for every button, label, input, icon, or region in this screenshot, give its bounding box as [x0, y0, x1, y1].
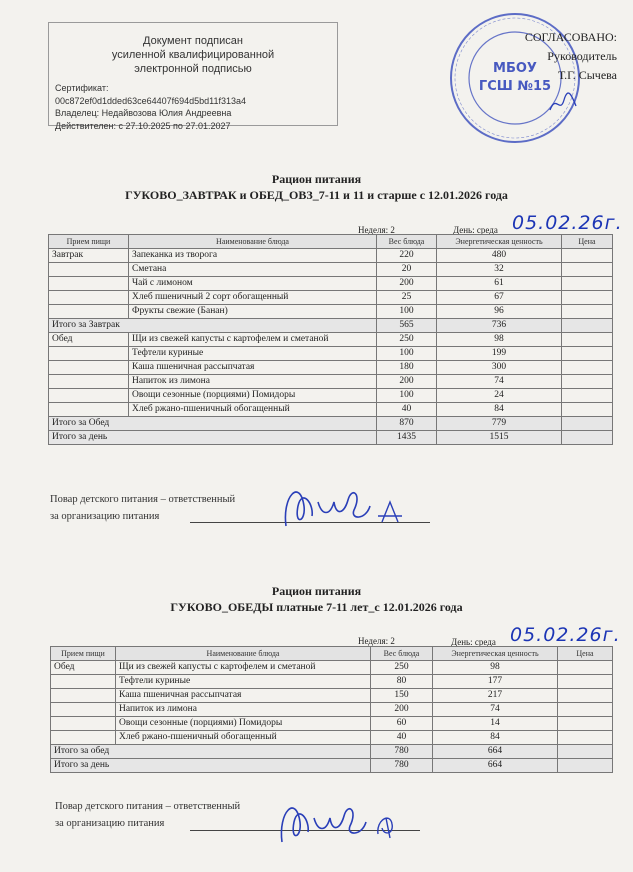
menu2-day: День: среда: [451, 637, 496, 647]
weight-cell: 60: [371, 717, 433, 731]
price-cell: [562, 431, 613, 445]
meal-cell: [51, 675, 116, 689]
energy-cell: 74: [433, 703, 558, 717]
certificate-owner: Владелец: Недайвозова Юлия Андреевна: [55, 108, 232, 118]
total-label: Итого за Завтрак: [49, 319, 377, 333]
menu2-cook-signature: [272, 790, 412, 850]
menu2-header-cell: Цена: [558, 647, 613, 661]
menu1-footer-line-2: за организацию питания: [50, 511, 160, 522]
dish-cell: Запеканка из творога: [129, 249, 377, 263]
energy-cell: 300: [437, 361, 562, 375]
menu2-dish-row: [51, 731, 613, 745]
menu1-total-row: [49, 431, 613, 445]
meal-cell: [51, 717, 116, 731]
dish-cell: Каша пшеничная рассыпчатая: [116, 689, 371, 703]
weight-cell: 100: [377, 347, 437, 361]
meal-cell: [49, 361, 129, 375]
menu2-handwritten-date: 05.02.26г.: [510, 624, 621, 646]
menu1-header-cell: Цена: [562, 235, 613, 249]
menu2-header-cell: Вес блюда: [371, 647, 433, 661]
menu1-header-row: [49, 235, 613, 249]
menu1-dish-row: [49, 249, 613, 263]
dish-cell: Каша пшеничная рассыпчатая: [129, 361, 377, 375]
menu1-dish-row: [49, 375, 613, 389]
price-cell: [562, 361, 613, 375]
total-weight: 870: [377, 417, 437, 431]
menu1-cook-signature: [278, 476, 408, 534]
menu2-table: [50, 646, 613, 773]
menu1-day: День: среда: [453, 225, 498, 235]
weight-cell: 220: [377, 249, 437, 263]
weight-cell: 25: [377, 291, 437, 305]
esign-title-line-2: усиленной квалифицированной: [111, 49, 275, 61]
energy-cell: 74: [437, 375, 562, 389]
weight-cell: 250: [377, 333, 437, 347]
price-cell: [558, 745, 613, 759]
menu1-header-cell: Прием пищи: [49, 235, 129, 249]
price-cell: [562, 277, 613, 291]
total-label: Итого за Обед: [49, 417, 377, 431]
stamp-line-2: ГСШ №15: [478, 79, 552, 94]
menu2-footer-line-2: за организацию питания: [55, 818, 165, 829]
menu1-header-cell: Наименование блюда: [129, 235, 377, 249]
weight-cell: 180: [377, 361, 437, 375]
menu2-dish-row: [51, 717, 613, 731]
menu2-header-cell: Прием пищи: [51, 647, 116, 661]
energy-cell: 24: [437, 389, 562, 403]
weight-cell: 100: [377, 389, 437, 403]
menu2-dish-row: [51, 703, 613, 717]
menu2-dish-row: [51, 675, 613, 689]
energy-cell: 177: [433, 675, 558, 689]
meal-cell: Обед: [51, 661, 116, 675]
menu1-dish-row: [49, 361, 613, 375]
weight-cell: 200: [371, 703, 433, 717]
meal-cell: [49, 375, 129, 389]
dish-cell: Чай с лимоном: [129, 277, 377, 291]
meal-cell: [51, 703, 116, 717]
dish-cell: Овощи сезонные (порциями) Помидоры: [129, 389, 377, 403]
total-weight: 565: [377, 319, 437, 333]
dish-cell: Тефтели куриные: [116, 675, 371, 689]
dish-cell: Хлеб ржано-пшеничный обогащенный: [129, 403, 377, 417]
energy-cell: 98: [437, 333, 562, 347]
weight-cell: 200: [377, 277, 437, 291]
weight-cell: 200: [377, 375, 437, 389]
certificate-label: Сертификат:: [55, 83, 109, 93]
meal-cell: [49, 291, 129, 305]
menu1-dish-row: [49, 389, 613, 403]
menu1-handwritten-date: 05.02.26г.: [512, 212, 623, 234]
menu1-total-row: [49, 417, 613, 431]
price-cell: [562, 389, 613, 403]
meal-cell: [51, 689, 116, 703]
price-cell: [562, 263, 613, 277]
menu1-dish-row: [49, 403, 613, 417]
approval-agreed: СОГЛАСОВАНО:: [524, 30, 617, 44]
dish-cell: Щи из свежей капусты с картофелем и сметаной: [129, 333, 377, 347]
esign-title-line-1: Документ подписан: [143, 35, 243, 47]
total-weight: 780: [371, 759, 433, 773]
dish-cell: Фрукты свежие (Банан): [129, 305, 377, 319]
menu1-title: Рацион питания: [271, 172, 362, 186]
weight-cell: 40: [377, 403, 437, 417]
meal-cell: [49, 277, 129, 291]
energy-cell: 96: [437, 305, 562, 319]
total-weight: 1435: [377, 431, 437, 445]
menu2-header-cell: Наименование блюда: [116, 647, 371, 661]
menu1-week: Неделя: 2: [358, 225, 395, 235]
price-cell: [562, 333, 613, 347]
price-cell: [558, 675, 613, 689]
menu1-table: [48, 234, 613, 445]
menu2-dish-row: [51, 689, 613, 703]
weight-cell: 40: [371, 731, 433, 745]
price-cell: [562, 291, 613, 305]
price-cell: [562, 305, 613, 319]
meal-cell: [49, 305, 129, 319]
dish-cell: Щи из свежей капусты с картофелем и сметаной: [116, 661, 371, 675]
weight-cell: 150: [371, 689, 433, 703]
menu1-dish-row: [49, 347, 613, 361]
menu1-header-cell: Энергетическая ценность: [437, 235, 562, 249]
director-signature: [548, 92, 578, 114]
menu1-dish-row: [49, 277, 613, 291]
energy-cell: 84: [437, 403, 562, 417]
price-cell: [558, 759, 613, 773]
price-cell: [558, 731, 613, 745]
dish-cell: Напиток из лимона: [129, 375, 377, 389]
total-label: Итого за день: [49, 431, 377, 445]
price-cell: [558, 661, 613, 675]
menu1-dish-row: [49, 305, 613, 319]
menu2-header-row: [51, 647, 613, 661]
menu2-total-row: [51, 745, 613, 759]
price-cell: [562, 375, 613, 389]
menu1-dish-row: [49, 263, 613, 277]
stamp-line-1: МБОУ: [493, 61, 537, 76]
energy-cell: 480: [437, 249, 562, 263]
price-cell: [562, 417, 613, 431]
total-label: Итого за обед: [51, 745, 371, 759]
meal-cell: [49, 403, 129, 417]
menu2-total-row: [51, 759, 613, 773]
dish-cell: Тефтели куриные: [129, 347, 377, 361]
meal-cell: Завтрак: [49, 249, 129, 263]
energy-cell: 32: [437, 263, 562, 277]
weight-cell: 100: [377, 305, 437, 319]
menu1-total-row: [49, 319, 613, 333]
energy-cell: 98: [433, 661, 558, 675]
total-energy: 779: [437, 417, 562, 431]
electronic-signature-box: [48, 22, 338, 131]
menu1-dish-row: [49, 333, 613, 347]
approval-role: Руководитель: [547, 49, 617, 63]
meal-cell: [49, 389, 129, 403]
menu1-footer-line-1: Повар детского питания – ответственный: [50, 494, 236, 505]
menu1-header-cell: Вес блюда: [377, 235, 437, 249]
energy-cell: 67: [437, 291, 562, 305]
meal-cell: [51, 731, 116, 745]
price-cell: [558, 689, 613, 703]
total-energy: 736: [437, 319, 562, 333]
menu2-header-cell: Энергетическая ценность: [433, 647, 558, 661]
certificate-validity: Действителен: с 27.10.2025 по 27.01.2027: [55, 120, 231, 131]
menu2-footer-line-1: Повар детского питания – ответственный: [55, 801, 241, 812]
weight-cell: 80: [371, 675, 433, 689]
total-weight: 780: [371, 745, 433, 759]
meal-cell: [49, 263, 129, 277]
price-cell: [562, 249, 613, 263]
menu2-dish-row: [51, 661, 613, 675]
total-energy: 664: [433, 745, 558, 759]
meal-cell: Обед: [49, 333, 129, 347]
total-energy: 664: [433, 759, 558, 773]
price-cell: [558, 717, 613, 731]
energy-cell: 14: [433, 717, 558, 731]
total-energy: 1515: [437, 431, 562, 445]
total-label: Итого за день: [51, 759, 371, 773]
meal-cell: [49, 347, 129, 361]
energy-cell: 199: [437, 347, 562, 361]
price-cell: [562, 403, 613, 417]
approval-name: Т.Г. Сычева: [558, 68, 617, 82]
energy-cell: 84: [433, 731, 558, 745]
energy-cell: 61: [437, 277, 562, 291]
dish-cell: Сметана: [129, 263, 377, 277]
price-cell: [562, 347, 613, 361]
esign-title-line-3: электронной подписью: [134, 63, 252, 75]
energy-cell: 217: [433, 689, 558, 703]
dish-cell: Напиток из лимона: [116, 703, 371, 717]
menu2-subtitle: ГУКОВО_ОБЕДЫ платные 7-11 лет_с 12.01.2026 года: [170, 600, 463, 614]
dish-cell: Овощи сезонные (порциями) Помидоры: [116, 717, 371, 731]
certificate-value: 00c872ef0d1dded63ce64407f694d5bd11f313a4: [55, 95, 247, 106]
weight-cell: 20: [377, 263, 437, 277]
weight-cell: 250: [371, 661, 433, 675]
menu1-subtitle: ГУКОВО_ЗАВТРАК и ОБЕД_ОВЗ_7-11 и 11 и старше с 12.01.2026 года: [125, 188, 508, 202]
dish-cell: Хлеб пшеничный 2 сорт обогащенный: [129, 291, 377, 305]
price-cell: [558, 703, 613, 717]
menu2-title: Рацион питания: [271, 584, 362, 598]
menu2-week: Неделя: 2: [358, 636, 395, 646]
approval-block: [525, 28, 617, 85]
dish-cell: Хлеб ржано-пшеничный обогащенный: [116, 731, 371, 745]
menu1-dish-row: [49, 291, 613, 305]
price-cell: [562, 319, 613, 333]
